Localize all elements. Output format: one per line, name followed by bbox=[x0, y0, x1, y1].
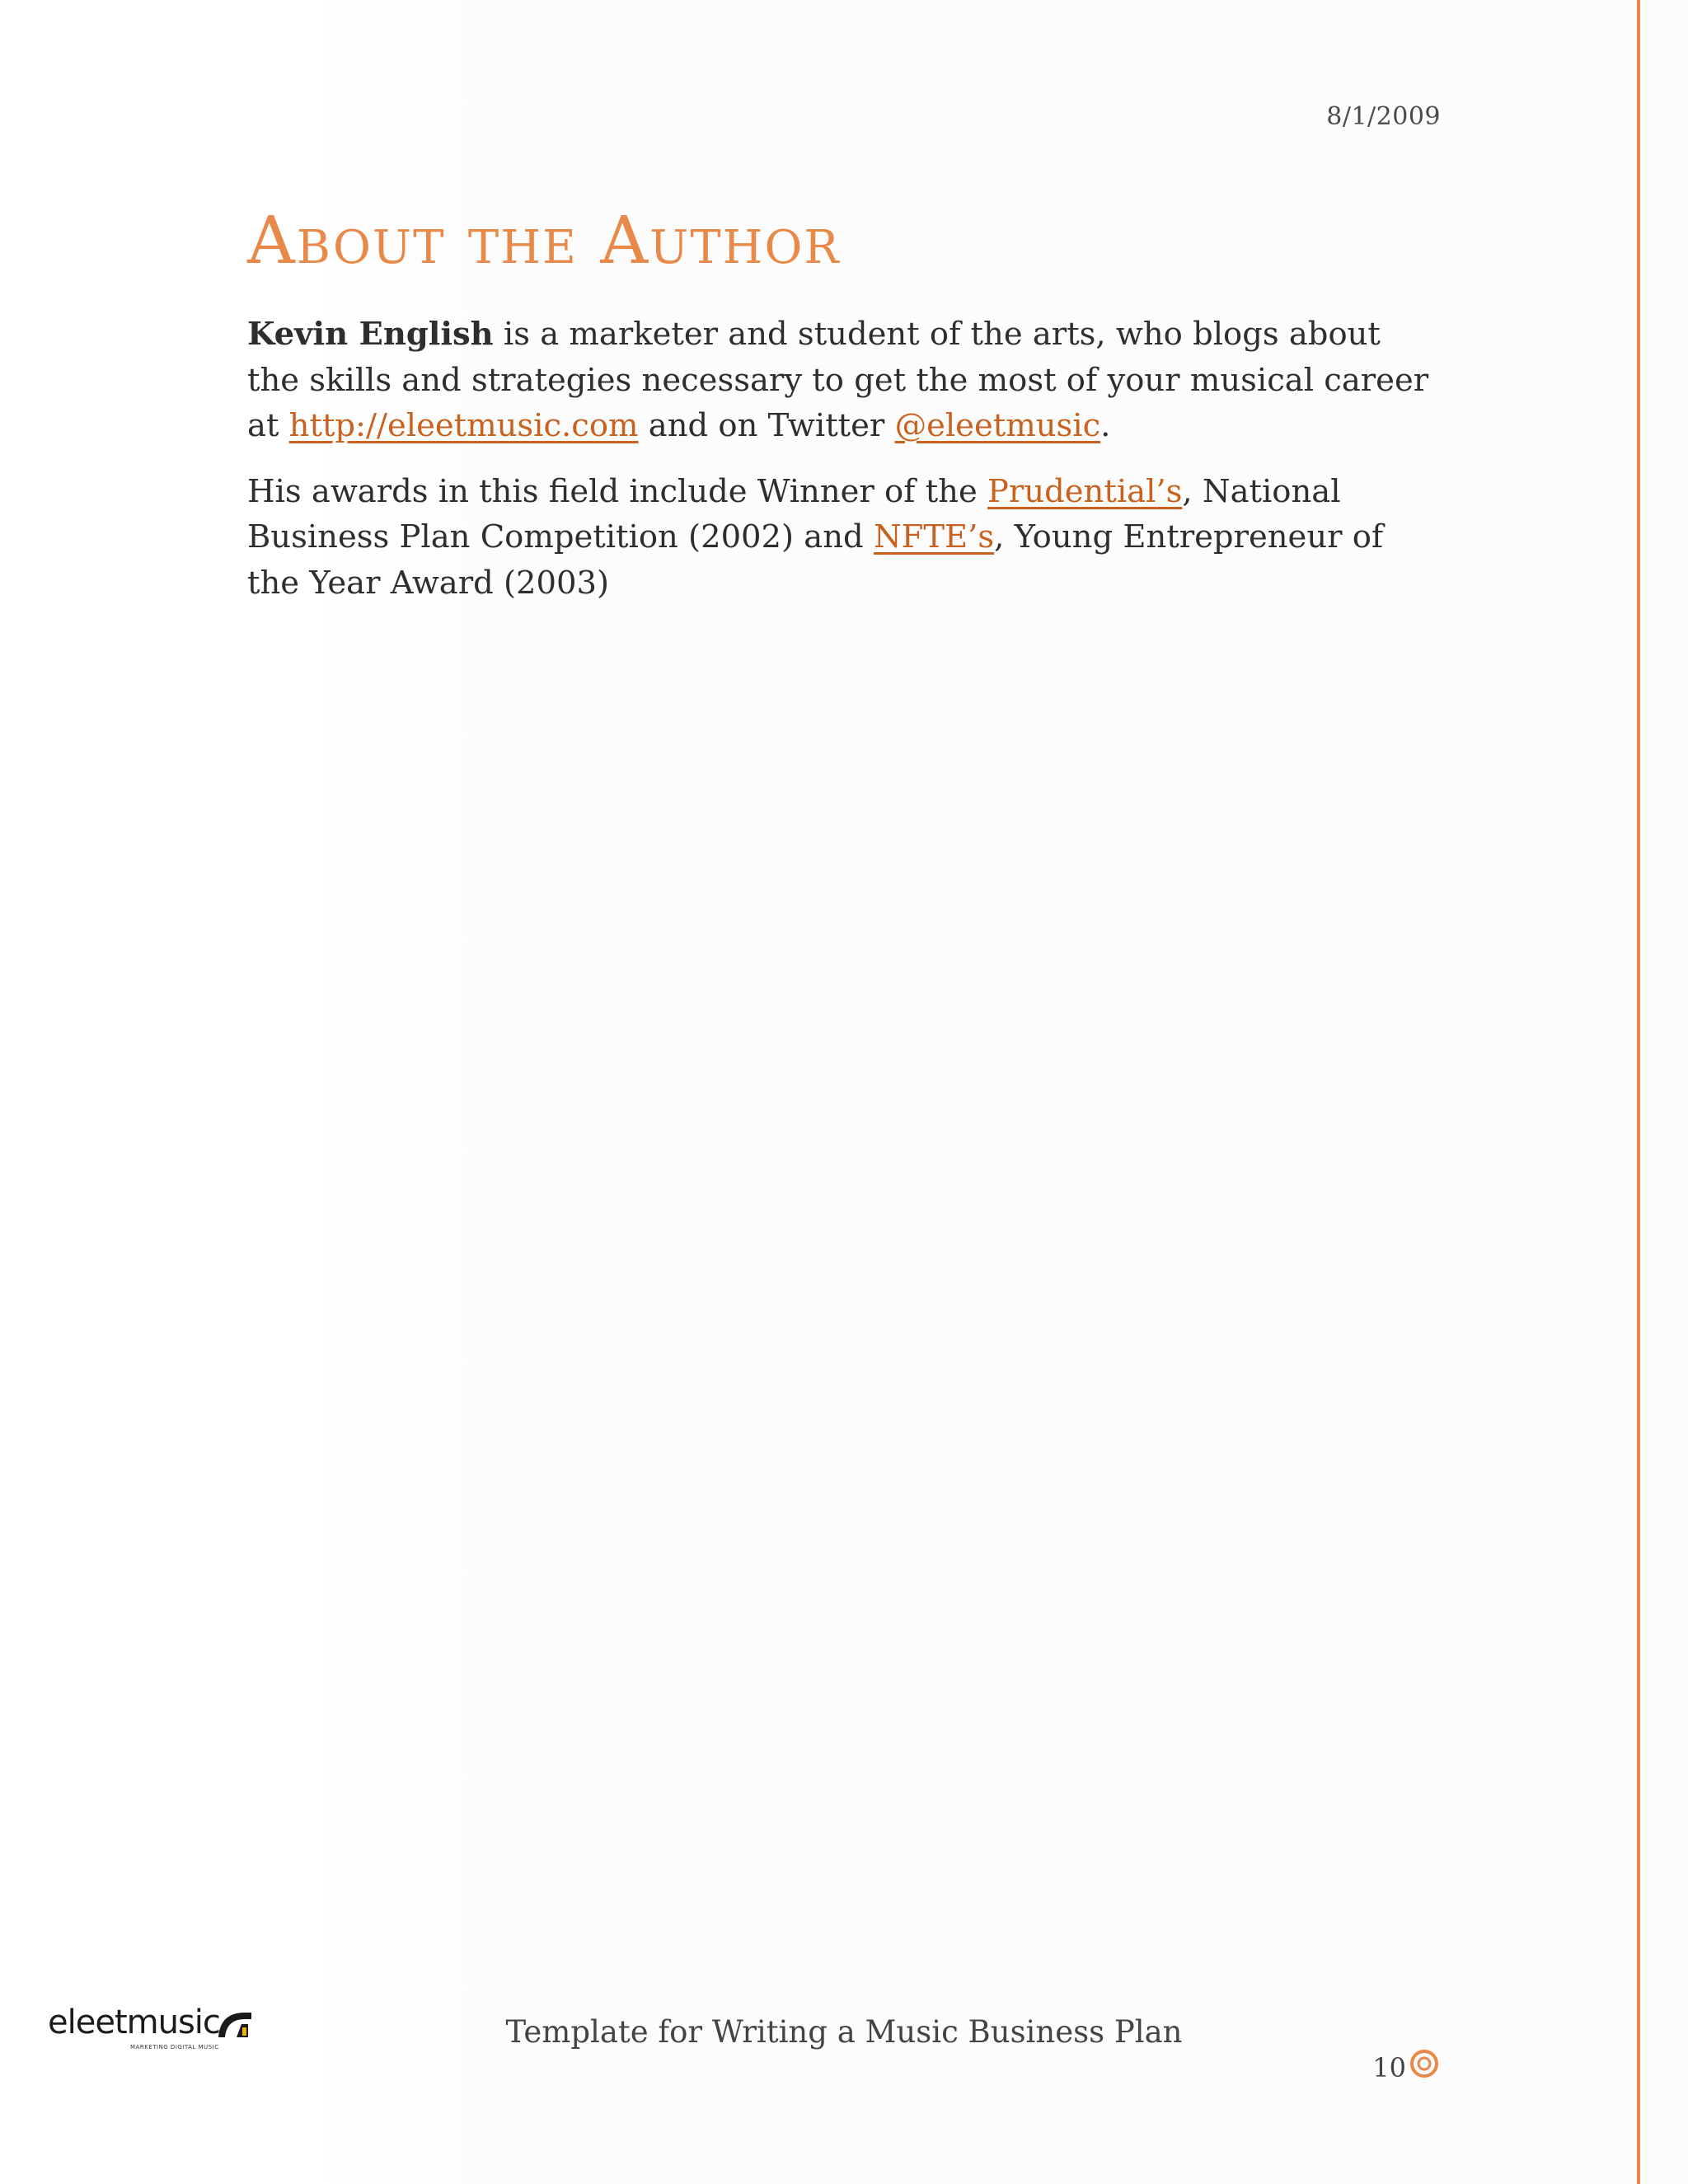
bio-text-1: is a marketer and student of the arts, who blogs about the skills and strategies necessary to get the most of your musical career at bbox=[247, 316, 1429, 444]
bio-paragraph bbox=[247, 312, 1434, 449]
awards-text-2: , National Business Plan Competition (2002) and bbox=[247, 472, 1341, 555]
author-bio bbox=[247, 312, 1434, 626]
bio-text-2: and on Twitter bbox=[638, 407, 895, 444]
nfte-link[interactable]: NFTE’s bbox=[873, 518, 995, 555]
prudential-link[interactable]: Prudential’s bbox=[987, 472, 1183, 510]
awards-text-1: His awards in this field include Winner of the bbox=[247, 472, 988, 510]
logo-tagline: MARKETING DIGITAL MUSIC bbox=[130, 2044, 219, 2050]
page-number: 10 bbox=[1372, 2052, 1406, 2083]
target-circle-icon bbox=[1409, 2049, 1439, 2079]
awards-paragraph bbox=[247, 469, 1434, 607]
header-date: 8/1/2009 bbox=[1326, 102, 1441, 131]
right-margin-rule bbox=[1637, 0, 1640, 2184]
awards-text-3: , Young Entrepreneur of the Year Award (2003) bbox=[247, 518, 1384, 602]
logo-wordmark: eleetmusic bbox=[48, 2004, 220, 2041]
section-title: About the Author bbox=[247, 202, 841, 279]
twitter-link[interactable]: @eleetmusic bbox=[894, 407, 1101, 444]
author-name: Kevin English bbox=[247, 316, 494, 353]
bio-text-3: . bbox=[1100, 407, 1111, 444]
footer-document-title: Template for Writing a Music Business Plan bbox=[505, 2014, 1183, 2050]
website-link[interactable]: http://eleetmusic.com bbox=[288, 407, 639, 444]
